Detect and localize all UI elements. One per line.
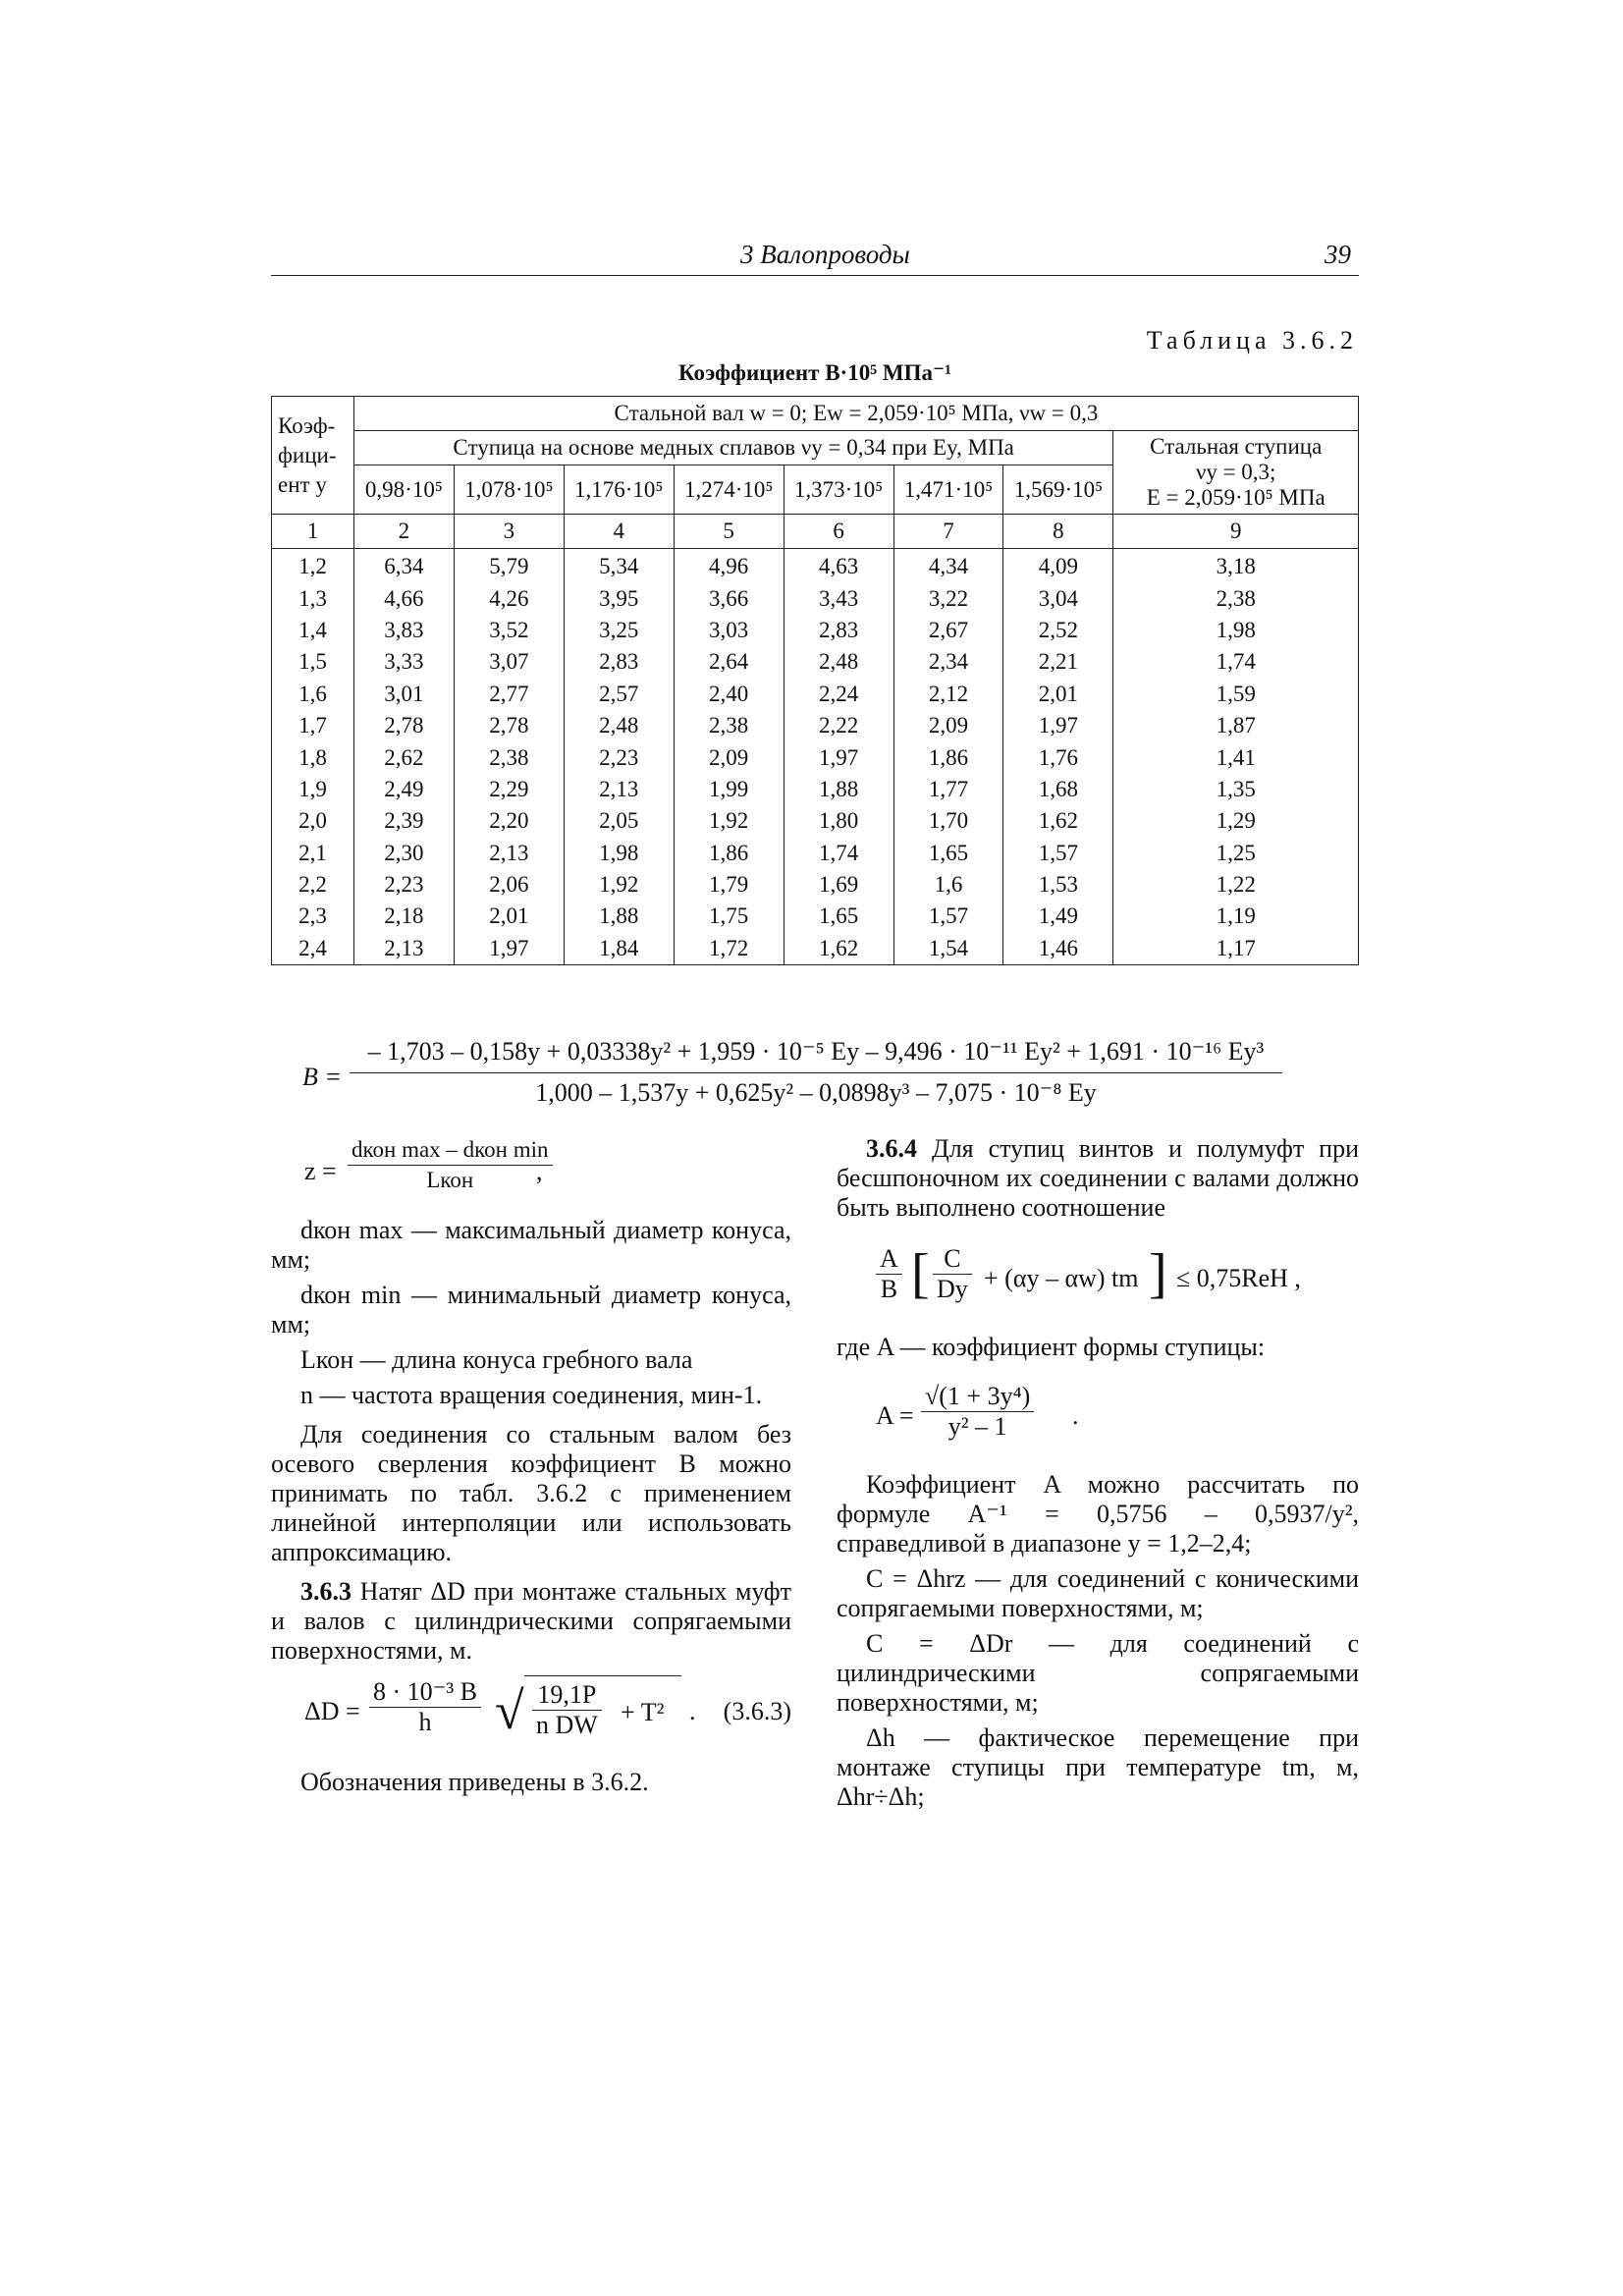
table-cell: 1,65	[893, 838, 1003, 869]
column-number: 5	[674, 515, 784, 549]
ineq-C: C	[933, 1244, 972, 1275]
table-cell: 2,12	[893, 679, 1003, 710]
table-cell: 3,25	[564, 615, 674, 646]
column-number: 1	[272, 515, 354, 549]
table-cell: 2,67	[893, 615, 1003, 646]
chapter-title: 3 Валопроводы	[740, 240, 910, 269]
definition-C-cone: C = Δhrz — для соединений с коническими сопрягаемыми поверхностями, м;	[837, 1564, 1359, 1622]
table-row	[272, 549, 1359, 583]
section-text: Для ступиц винтов и полумуфт при бесшпоночном их соединении с валами должно быть выполнено соотношение	[837, 1134, 1359, 1222]
table-cell: 1,69	[784, 869, 893, 901]
table-row	[272, 869, 1359, 901]
table-cell: 1,86	[893, 741, 1003, 773]
definition-delta-h: Δh — фактическое перемещение при монтаже ступицы при температуре tm, м, Δhr÷Δh;	[837, 1723, 1359, 1811]
formula-B-lhs: B =	[302, 1063, 342, 1091]
row-y-value: 2,3	[272, 901, 354, 932]
table-row	[272, 582, 1359, 614]
table-cell: 2,83	[564, 646, 674, 678]
table-cell: 2,77	[454, 679, 564, 710]
root-tail: + T²	[621, 1698, 665, 1726]
table-cell: 1,88	[564, 901, 674, 932]
table-cell: 2,05	[564, 805, 674, 837]
table-cell: 2,21	[1003, 646, 1113, 678]
table-cell: 2,83	[784, 615, 893, 646]
table-cell: 1,97	[1003, 710, 1113, 741]
table-row	[272, 679, 1359, 710]
header-ey-value: 1,176·10⁵	[564, 465, 674, 515]
formula-A-fraction	[921, 1382, 1034, 1442]
header-ey-value: 1,471·10⁵	[893, 465, 1003, 515]
table-cell: 1,19	[1113, 901, 1359, 932]
table-label: Таблица 3.6.2	[1146, 326, 1358, 355]
table-cell: 2,48	[784, 646, 893, 678]
section-3-6-4	[837, 1134, 1359, 1223]
column-number: 6	[784, 515, 893, 549]
row-y-value: 2,4	[272, 933, 354, 965]
table-cell: 1,17	[1113, 933, 1359, 965]
table-cell: 1,77	[893, 774, 1003, 805]
table-cell: 2,78	[353, 710, 454, 741]
column-number: 7	[893, 515, 1003, 549]
table-cell: 1,72	[674, 933, 784, 965]
table-cell: 1,29	[1113, 805, 1359, 837]
row-y-value: 1,6	[272, 679, 354, 710]
table-cell: 3,04	[1003, 582, 1113, 614]
formula-A-lhs: A =	[876, 1401, 914, 1430]
table-row	[272, 646, 1359, 678]
table-cell: 3,52	[454, 615, 564, 646]
table-cell: 1,92	[564, 869, 674, 901]
table-cell: 1,74	[784, 838, 893, 869]
header-coefficient-y: Коэф-фици-ент y	[272, 397, 354, 515]
row-y-value: 2,0	[272, 805, 354, 837]
table-cell: 4,09	[1003, 549, 1113, 583]
formula-dD-denominator: h	[418, 1708, 432, 1736]
table-cell: 1,35	[1113, 774, 1359, 805]
table-cell: 3,95	[564, 582, 674, 614]
table-cell: 2,29	[454, 774, 564, 805]
header-ey-value: 1,274·10⁵	[674, 465, 784, 515]
table-cell: 1,49	[1003, 901, 1113, 932]
table-cell: 1,41	[1113, 741, 1359, 773]
table-cell: 3,18	[1113, 549, 1359, 583]
table-cell: 4,66	[353, 582, 454, 614]
bracket-left: [	[911, 1243, 930, 1304]
table-cell: 1,25	[1113, 838, 1359, 869]
formula-delta-D	[271, 1671, 791, 1758]
formula-z-tail: ,	[536, 1157, 543, 1185]
table-cell: 2,30	[353, 838, 454, 869]
formula-B-numerator: – 1,703 – 0,158y + 0,03338y² + 1,959 · 10⁻⁵ Ey – 9,496 · 10⁻¹¹ Ey² + 1,691 · 10⁻¹⁶ Ey³	[367, 1037, 1265, 1066]
column-number: 8	[1003, 515, 1113, 549]
row-y-value: 1,2	[272, 549, 354, 583]
root-numerator: 19,1P	[532, 1680, 602, 1711]
table-cell: 1,54	[893, 933, 1003, 965]
header-ey-value: 1,373·10⁵	[784, 465, 893, 515]
table-row	[272, 741, 1359, 773]
table-cell: 2,78	[454, 710, 564, 741]
definition-dmax: dкон max — максимальный диаметр конуса, мм;	[271, 1216, 791, 1274]
bracket-right: ]	[1149, 1243, 1167, 1304]
formula-z-lhs: z =	[304, 1157, 337, 1185]
table-row	[272, 774, 1359, 805]
table-cell: 1,59	[1113, 679, 1359, 710]
sqrt-bar	[524, 1675, 681, 1751]
formula-dD-tail: .	[689, 1697, 696, 1725]
table-cell: 3,33	[353, 646, 454, 678]
row-y-value: 1,7	[272, 710, 354, 741]
table-cell: 1,80	[784, 805, 893, 837]
formula-A	[837, 1378, 1359, 1460]
paragraph-steel-shaft: Для соединения со стальным валом без осевого сверления коэффициент B можно принимать по табл. 3.6.2 с применением линейной интерполяции или использовать аппроксимацию.	[271, 1420, 791, 1566]
table-cell: 2,38	[454, 741, 564, 773]
table-cell: 1,98	[1113, 615, 1359, 646]
table-cell: 4,96	[674, 549, 784, 583]
table-cell: 3,66	[674, 582, 784, 614]
header-ey-value: 0,98·10⁵	[353, 465, 454, 515]
table-cell: 1,75	[674, 901, 784, 932]
section-text: Натяг ΔD при монтаже стальных муфт и валов с цилиндрическими сопрягаемыми поверхностями, м.	[271, 1577, 792, 1665]
table-cell: 1,99	[674, 774, 784, 805]
table-cell: 1,53	[1003, 869, 1113, 901]
table-cell: 2,22	[784, 710, 893, 741]
header-steel-shaft: Стальной вал w = 0; Ew = 2,059·10⁵ МПа, νw = 0,3	[353, 397, 1358, 431]
section-number: 3.6.3	[300, 1577, 352, 1606]
running-header	[271, 234, 1359, 276]
table-cell: 2,01	[1003, 679, 1113, 710]
formula-z-fraction	[348, 1135, 553, 1195]
table-cell: 3,03	[674, 615, 784, 646]
ineq-fraction-CD	[933, 1244, 972, 1304]
table-row	[272, 933, 1359, 965]
header-copper-hub: Ступица на основе медных сплавов νy = 0,34 при Ey, МПа	[353, 431, 1112, 465]
table-cell: 2,40	[674, 679, 784, 710]
table-cell: 2,13	[564, 774, 674, 805]
table-cell: 1,6	[893, 869, 1003, 901]
table-cell: 2,13	[454, 838, 564, 869]
table-cell: 1,74	[1113, 646, 1359, 678]
table-row	[272, 710, 1359, 741]
table-cell: 2,23	[353, 869, 454, 901]
ineq-fraction-AB	[876, 1244, 902, 1304]
coefficient-table	[271, 396, 1359, 965]
table-cell: 2,38	[674, 710, 784, 741]
formula-dD-root-fraction	[532, 1680, 602, 1740]
table-cell: 1,68	[1003, 774, 1113, 805]
table-cell: 3,01	[353, 679, 454, 710]
table-cell: 2,13	[353, 933, 454, 965]
header-ey-value: 1,078·10⁵	[454, 465, 564, 515]
table-row	[272, 615, 1359, 646]
header-steel-hub	[1113, 431, 1359, 515]
table-cell: 1,92	[674, 805, 784, 837]
table-cell: 2,48	[564, 710, 674, 741]
column-number: 2	[353, 515, 454, 549]
formula-dD-fraction	[369, 1677, 481, 1737]
table-cell: 3,43	[784, 582, 893, 614]
table-cell: 2,34	[893, 646, 1003, 678]
table-cell: 2,49	[353, 774, 454, 805]
formula-B	[302, 1037, 1284, 1120]
table-cell: 2,18	[353, 901, 454, 932]
row-y-value: 1,9	[272, 774, 354, 805]
sqrt-sign: √	[495, 1681, 524, 1740]
right-column	[837, 1134, 1359, 1818]
table-cell: 2,52	[1003, 615, 1113, 646]
table-cell: 1,87	[1113, 710, 1359, 741]
ineq-rhs: ≤ 0,75ReH ,	[1176, 1264, 1301, 1292]
ineq-A: A	[876, 1244, 902, 1275]
row-y-value: 1,8	[272, 741, 354, 773]
definition-length: Lкон — длина конуса гребного вала	[300, 1345, 693, 1374]
table-cell: 2,57	[564, 679, 674, 710]
where-A: где A — коэффициент формы ступицы:	[837, 1333, 1266, 1361]
table-cell: 1,22	[1113, 869, 1359, 901]
column-number: 3	[454, 515, 564, 549]
table-cell: 2,06	[454, 869, 564, 901]
equation-number: (3.6.3)	[723, 1697, 791, 1725]
formula-inequality	[837, 1234, 1359, 1323]
table-cell: 1,79	[674, 869, 784, 901]
formula-A-numerator: √(1 + 3y⁴)	[921, 1382, 1034, 1412]
table-cell: 2,23	[564, 741, 674, 773]
row-y-value: 2,1	[272, 838, 354, 869]
row-y-value: 1,5	[272, 646, 354, 678]
formula-z-denominator: Lкон	[426, 1168, 474, 1192]
table-cell: 1,70	[893, 805, 1003, 837]
row-y-value: 2,2	[272, 869, 354, 901]
ineq-B: B	[880, 1275, 898, 1303]
table-row	[272, 838, 1359, 869]
table-cell: 1,62	[1003, 805, 1113, 837]
table-cell: 1,57	[893, 901, 1003, 932]
table-cell: 2,38	[1113, 582, 1359, 614]
table-row	[272, 901, 1359, 932]
table-cell: 5,34	[564, 549, 674, 583]
table-cell: 2,62	[353, 741, 454, 773]
column-number: 9	[1113, 515, 1359, 549]
row-y-value: 1,4	[272, 615, 354, 646]
formula-A-denominator: y² – 1	[947, 1412, 1007, 1441]
formula-A-tail: .	[1072, 1401, 1079, 1430]
section-3-6-3	[271, 1577, 791, 1666]
steel-hub-line-1: Стальная ступица	[1150, 434, 1323, 459]
definition-C-cylinder: C = ΔDr — для соединений с цилиндрическими сопрягаемыми поверхностями, м;	[837, 1629, 1359, 1717]
paragraph-approximation: Коэффициент A можно рассчитать по формуле A⁻¹ = 0,5756 – 0,5937/y², справедливой в диапазоне y = 1,2–2,4;	[837, 1470, 1359, 1558]
formula-z-numerator: dкон max – dкон min	[348, 1135, 553, 1166]
row-y-value: 1,3	[272, 582, 354, 614]
definition-rpm: n — частота вращения соединения, мин-1.	[300, 1381, 763, 1409]
table-cell: 2,09	[674, 741, 784, 773]
table-cell: 1,98	[564, 838, 674, 869]
table-cell: 2,09	[893, 710, 1003, 741]
table-cell: 3,07	[454, 646, 564, 678]
column-number: 4	[564, 515, 674, 549]
definition-dmin: dкон min — минимальный диаметр конуса, мм;	[271, 1281, 791, 1339]
table-cell: 2,20	[454, 805, 564, 837]
formula-B-denominator: 1,000 – 1,537y + 0,625y² – 0,0898y³ – 7,075 · 10⁻⁸ Ey	[535, 1078, 1097, 1107]
table-cell: 1,65	[784, 901, 893, 932]
table-cell: 2,64	[674, 646, 784, 678]
table-cell: 1,57	[1003, 838, 1113, 869]
table-cell: 6,34	[353, 549, 454, 583]
table-cell: 1,86	[674, 838, 784, 869]
formula-dD-numerator: 8 · 10⁻³ B	[369, 1677, 481, 1708]
table-cell: 3,22	[893, 582, 1003, 614]
table-cell: 4,34	[893, 549, 1003, 583]
steel-hub-line-3: E = 2,059·10⁵ МПа	[1146, 485, 1325, 510]
table-cell: 4,26	[454, 582, 564, 614]
table-cell: 1,97	[784, 741, 893, 773]
paragraph-notation: Обозначения приведены в 3.6.2.	[300, 1768, 649, 1796]
page-number: 39	[1325, 240, 1351, 269]
table-cell: 1,84	[564, 933, 674, 965]
table-cell: 1,62	[784, 933, 893, 965]
table-cell: 2,39	[353, 805, 454, 837]
left-column	[271, 1129, 791, 1803]
table-cell: 5,79	[454, 549, 564, 583]
header-ey-value: 1,569·10⁵	[1003, 465, 1113, 515]
ineq-Dy: Dy	[937, 1275, 968, 1303]
table-cell: 1,97	[454, 933, 564, 965]
steel-hub-line-2: νy = 0,3;	[1195, 460, 1276, 484]
formula-z	[271, 1135, 791, 1206]
table-cell: 1,46	[1003, 933, 1113, 965]
table-cell: 2,24	[784, 679, 893, 710]
table-cell: 1,76	[1003, 741, 1113, 773]
table-cell: 4,63	[784, 549, 893, 583]
table-cell: 3,83	[353, 615, 454, 646]
root-denominator: n DW	[536, 1711, 598, 1739]
table-cell: 2,01	[454, 901, 564, 932]
formula-dD-lhs: ΔD =	[304, 1697, 360, 1725]
table-title: Коэффициент B·10⁵ МПа⁻¹	[678, 360, 951, 385]
table-row	[272, 805, 1359, 837]
table-cell: 1,88	[784, 774, 893, 805]
fraction-bar	[350, 1072, 1282, 1073]
ineq-middle: + (αy – αw) tm	[984, 1264, 1139, 1292]
section-number: 3.6.4	[866, 1134, 917, 1163]
